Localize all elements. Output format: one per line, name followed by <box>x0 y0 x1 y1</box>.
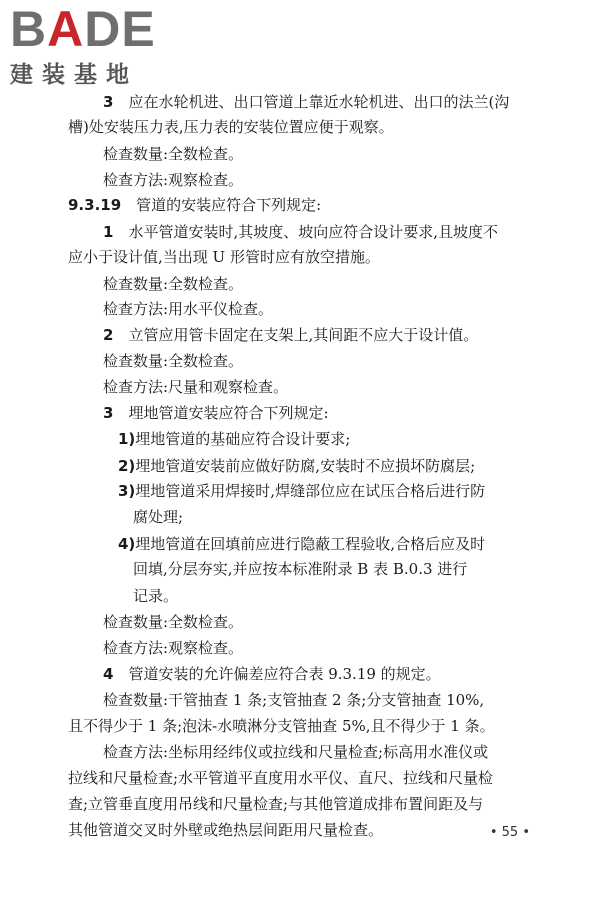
text-line <box>68 195 321 215</box>
text-line <box>103 274 243 294</box>
clause-text: 应在水轮机进、出口管道上靠近水轮机进、出口的法兰(沟 <box>128 93 510 111</box>
text-line <box>103 403 329 423</box>
clause-text: 检查数量:干管抽查 1 条;支管抽查 2 条;分支管抽查 10%, <box>103 691 485 709</box>
text-line <box>103 144 243 164</box>
text-line <box>133 559 467 579</box>
clause-number: 9.3.19 <box>68 196 122 214</box>
clause-text: 埋地管道采用焊接时,焊缝部位应在试压合格后进行防 <box>135 482 486 500</box>
clause-text: 检查数量:全数检查。 <box>103 145 244 163</box>
clause-text: 检查数量:全数检查。 <box>103 613 244 631</box>
brand-logo <box>10 1 180 89</box>
text-line <box>103 742 488 762</box>
text-line <box>118 429 350 449</box>
clause-text: 立管应用管卡固定在支架上,其间距不应大于设计值。 <box>128 326 479 344</box>
clause-text: 检查方法:用水平仪检查。 <box>103 300 274 318</box>
text-line <box>68 716 495 736</box>
clause-text: 埋地管道安装前应做好防腐,安装时不应损坏防腐层; <box>135 457 476 475</box>
clause-text: 埋地管道在回填前应进行隐蔽工程验收,合格后应及时 <box>135 535 486 553</box>
clause-text: 且不得少于 1 条;泡沫-水喷淋分支管抽查 5%,且不得少于 1 条。 <box>68 717 495 735</box>
clause-number: 3 <box>103 93 114 111</box>
text-line <box>103 664 441 684</box>
text-line <box>68 794 483 814</box>
clause-text: 检查数量:全数检查。 <box>103 275 244 293</box>
clause-number: 2) <box>118 457 136 475</box>
clause-number: 4 <box>103 665 114 683</box>
clause-number: 1) <box>118 430 136 448</box>
text-line <box>118 534 485 554</box>
clause-text: 记录。 <box>133 587 179 605</box>
logo-letter-b: B <box>10 1 48 57</box>
clause-number: 3) <box>118 482 136 500</box>
clause-number: 1 <box>103 223 114 241</box>
text-line <box>103 612 243 632</box>
logo-subtitle: 建装基地 <box>10 62 138 88</box>
text-line <box>133 507 183 527</box>
clause-text: 查;立管垂直度用吊线和尺量检查;与其他管道成排布置间距及与 <box>68 795 484 813</box>
text-line <box>118 481 485 501</box>
clause-number: 3 <box>103 404 114 422</box>
text-line <box>68 768 493 788</box>
text-line <box>103 690 484 710</box>
text-line <box>118 456 475 476</box>
clause-text: 检查方法:观察检查。 <box>103 639 244 657</box>
clause-text: 管道安装的允许偏差应符合表 9.3.19 的规定。 <box>128 665 441 683</box>
text-line <box>103 351 243 371</box>
clause-text: 拉线和尺量检查;水平管道平直度用水平仪、直尺、拉线和尺量检 <box>68 769 494 787</box>
text-line <box>68 820 383 840</box>
clause-text: 回填,分层夯实,并应按本标准附录 B 表 B.0.3 进行 <box>133 560 468 578</box>
clause-text: 埋地管道安装应符合下列规定: <box>128 404 329 422</box>
text-line <box>68 117 394 137</box>
logo-letters-de: DE <box>84 1 156 57</box>
text-line <box>103 377 288 397</box>
clause-text: 其他管道交叉时外壁或绝热层间距用尺量检查。 <box>68 821 384 839</box>
text-line <box>133 586 178 606</box>
clause-text: 检查方法:观察检查。 <box>103 171 244 189</box>
clause-text: 水平管道安装时,其坡度、坡向应符合设计要求,且坡度不 <box>128 223 498 241</box>
logo-wordmark <box>10 1 180 57</box>
logo-letter-a: A <box>47 1 85 57</box>
text-line <box>103 222 498 242</box>
text-line <box>103 170 243 190</box>
clause-text: 应小于设计值,当出现 U 形管时应有放空措施。 <box>68 248 380 266</box>
text-line <box>103 638 243 658</box>
clause-text: 检查方法:尺量和观察检查。 <box>103 378 289 396</box>
text-line <box>103 325 478 345</box>
clause-text: 腐处理; <box>133 508 184 526</box>
clause-text: 管道的安装应符合下列规定: <box>136 196 322 214</box>
page-number: • 55 • <box>489 825 530 840</box>
clause-text: 埋地管道的基础应符合设计要求; <box>135 430 351 448</box>
clause-number: 4) <box>118 535 136 553</box>
text-line <box>103 92 509 112</box>
clause-text: 检查数量:全数检查。 <box>103 352 244 370</box>
clause-text: 槽)处安装压力表,压力表的安装位置应便于观察。 <box>68 118 394 136</box>
clause-text: 检查方法:坐标用经纬仪或拉线和尺量检查;标高用水准仪或 <box>103 743 489 761</box>
clause-number: 2 <box>103 326 114 344</box>
text-line <box>103 299 273 319</box>
text-line <box>68 247 380 267</box>
